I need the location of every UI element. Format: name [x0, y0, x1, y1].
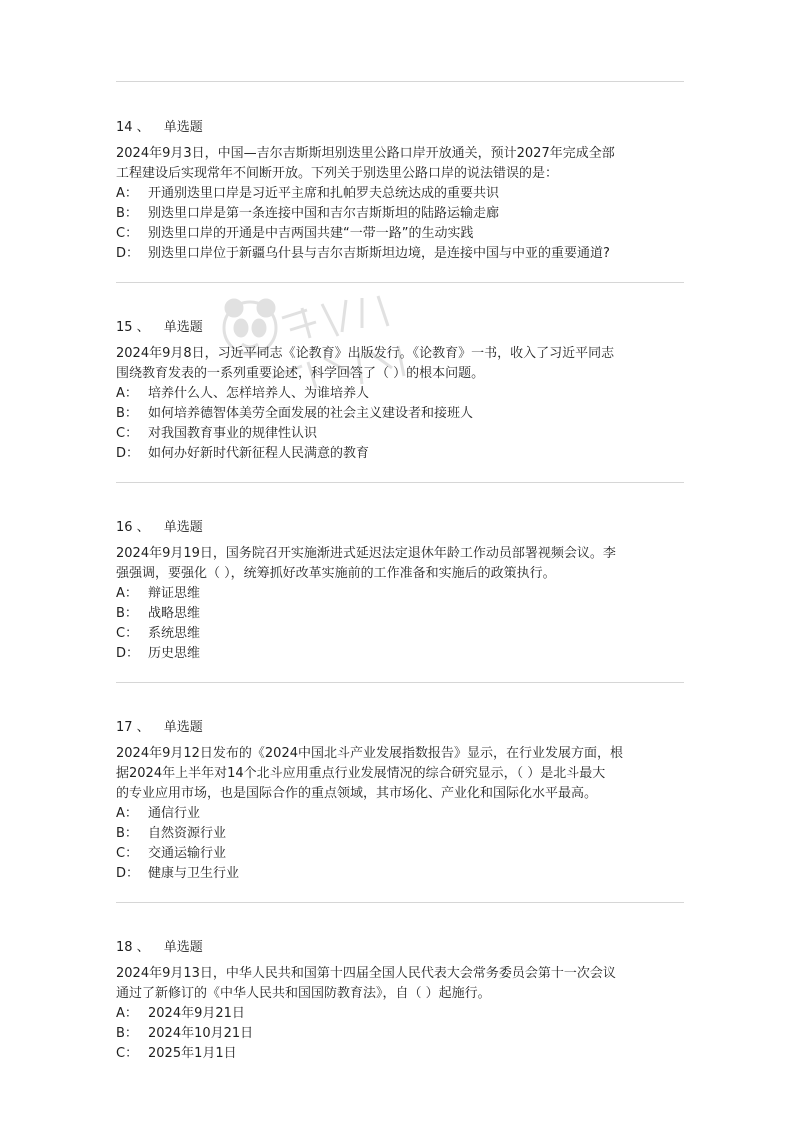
question-header	[116, 718, 688, 738]
option-text: 战略思维	[148, 606, 201, 621]
question-15	[116, 318, 688, 464]
question-number: 16 、	[116, 520, 150, 535]
option-c	[116, 844, 688, 864]
option-c	[116, 224, 688, 244]
stem-line: 围绕教育发表的一系列重要论述，科学回答了（ ）的根本问题。	[116, 366, 485, 381]
option-key: C：	[116, 426, 139, 441]
option-key: D：	[116, 866, 140, 881]
option-text: 交通运输行业	[148, 846, 227, 861]
stem-line: 据2024年上半年对14个北斗应用重点行业发展情况的综合研究显示，（ ）是北斗最大	[116, 766, 606, 781]
question-number: 15 、	[116, 320, 150, 335]
question-number: 17 、	[116, 720, 150, 735]
question-header	[116, 518, 688, 538]
question-type: 单选题	[163, 520, 203, 535]
option-key: C：	[116, 846, 139, 861]
question-stem	[116, 964, 688, 1004]
option-a	[116, 584, 688, 604]
question-type: 单选题	[163, 720, 203, 735]
stem-line: 2024年9月19日，国务院召开实施渐进式延迟法定退休年龄工作动员部署视频会议。李	[116, 546, 616, 561]
question-18	[116, 938, 688, 1064]
question-type: 单选题	[163, 120, 203, 135]
option-b	[116, 604, 688, 624]
option-key: B：	[116, 826, 138, 841]
option-d	[116, 444, 688, 464]
option-c	[116, 424, 688, 444]
question-type: 单选题	[163, 320, 203, 335]
question-stem	[116, 344, 688, 384]
option-key: C：	[116, 1046, 139, 1061]
option-b	[116, 1024, 688, 1044]
question-header	[116, 938, 688, 958]
question-stem	[116, 544, 688, 584]
option-text: 培养什么人、怎样培养人、为谁培养人	[148, 386, 370, 401]
option-key: C：	[116, 626, 139, 641]
option-text: 自然资源行业	[148, 826, 227, 841]
stem-line: 2024年9月8日，习近平同志《论教育》出版发行。《论教育》一书，收入了习近平同志	[116, 346, 615, 361]
stem-line: 强强调，要强化（ ），统筹抓好改革实施前的工作准备和实施后的政策执行。	[116, 566, 556, 581]
option-text: 如何培养德智体美劳全面发展的社会主义建设者和接班人	[148, 406, 474, 421]
option-key: A：	[116, 806, 138, 821]
question-number: 18 、	[116, 940, 150, 955]
option-b	[116, 204, 688, 224]
option-d	[116, 644, 688, 664]
option-a	[116, 1004, 688, 1024]
option-key: A：	[116, 586, 138, 601]
option-text: 2024年9月21日	[148, 1006, 245, 1021]
option-text: 如何办好新时代新征程人民满意的教育	[148, 446, 370, 461]
option-text: 2025年1月1日	[148, 1046, 237, 1061]
option-d	[116, 864, 688, 884]
option-text: 别迭里口岸的开通是中吉两国共建“一带一路”的生动实践	[148, 226, 474, 241]
option-c	[116, 624, 688, 644]
option-text: 别迭里口岸是第一条连接中国和吉尔吉斯斯坦的陆路运输走廊	[148, 206, 500, 221]
stem-line: 通过了新修订的《中华人民共和国国防教育法》，自（ ）起施行。	[116, 986, 491, 1001]
question-divider	[116, 81, 684, 82]
option-key: B：	[116, 406, 138, 421]
option-text: 历史思维	[148, 646, 201, 661]
option-key: A：	[116, 186, 138, 201]
question-header	[116, 318, 688, 338]
option-key: C：	[116, 226, 139, 241]
option-text: 对我国教育事业的规律性认识	[148, 426, 318, 441]
stem-line: 2024年9月13日，中华人民共和国第十四届全国人民代表大会常务委员会第十一次会议	[116, 966, 616, 981]
option-b	[116, 824, 688, 844]
option-a	[116, 384, 688, 404]
option-key: B：	[116, 206, 138, 221]
question-14	[116, 118, 688, 264]
question-17	[116, 718, 688, 884]
option-key: D：	[116, 446, 140, 461]
option-a	[116, 184, 688, 204]
option-key: B：	[116, 606, 138, 621]
option-text: 开通别迭里口岸是习近平主席和扎帕罗夫总统达成的重要共识	[148, 186, 500, 201]
question-16	[116, 518, 688, 664]
option-text: 2024年10月21日	[148, 1026, 254, 1041]
stem-line: 的专业应用市场，也是国际合作的重点领域，其市场化、产业化和国际化水平最高。	[116, 786, 598, 801]
option-key: A：	[116, 1006, 138, 1021]
stem-line: 2024年9月3日，中国—吉尔吉斯斯坦别迭里公路口岸开放通关，预计2027年完成全部	[116, 146, 615, 161]
option-text: 通信行业	[148, 806, 201, 821]
question-divider	[116, 482, 684, 483]
question-stem	[116, 144, 688, 184]
option-a	[116, 804, 688, 824]
question-divider	[116, 902, 684, 903]
option-key: D：	[116, 646, 140, 661]
question-header	[116, 118, 688, 138]
question-divider	[116, 682, 684, 683]
option-text: 健康与卫生行业	[148, 866, 240, 881]
option-key: A：	[116, 386, 138, 401]
option-text: 系统思维	[148, 626, 201, 641]
question-type: 单选题	[163, 940, 203, 955]
option-b	[116, 404, 688, 424]
question-divider	[116, 282, 684, 283]
stem-line: 2024年9月12日发布的《2024中国北斗产业发展指数报告》显示，在行业发展方面，根	[116, 746, 623, 761]
question-stem	[116, 744, 688, 804]
option-d	[116, 244, 688, 264]
option-key: B：	[116, 1026, 138, 1041]
question-number: 14 、	[116, 120, 150, 135]
option-c	[116, 1044, 688, 1064]
option-text: 辩证思维	[148, 586, 201, 601]
stem-line: 工程建设后实现常年不间断开放。下列关于别迭里公路口岸的说法错误的是：	[116, 166, 559, 181]
option-key: D：	[116, 246, 140, 261]
option-text: 别迭里口岸位于新疆乌什县与吉尔吉斯斯坦边境，是连接中国与中亚的重要通道?	[148, 246, 610, 261]
